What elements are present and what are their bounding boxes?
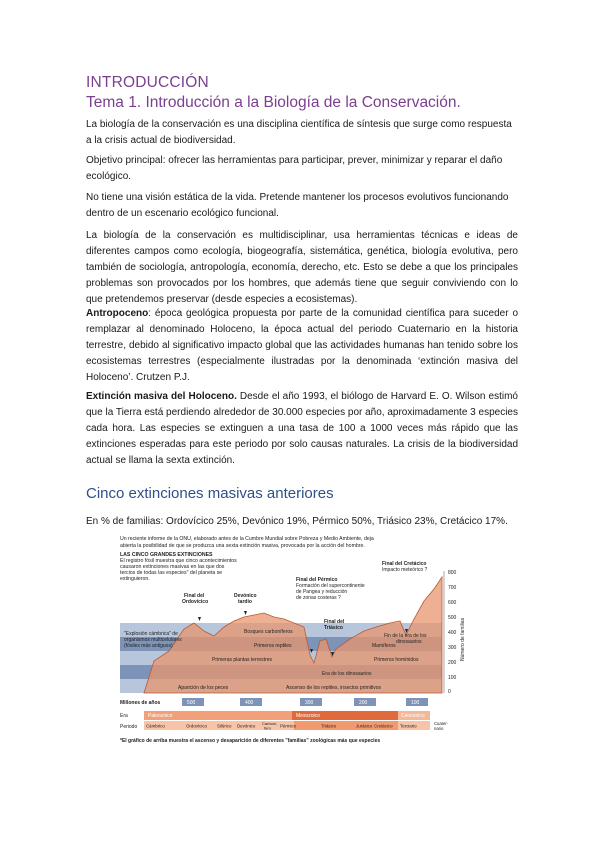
y-axis-label: Número de familias: [460, 617, 466, 661]
period-name: Devónico: [237, 723, 256, 729]
period-name: Ordovícico: [186, 723, 207, 729]
paragraph-vision: No tiene una visión estática de la vida. Pretende mantener los procesos evolutivos funcionando dentro de un escenario ecológico funcional.: [86, 192, 509, 219]
ann-cretacico-1: Final del Cretácico: [382, 561, 427, 567]
y-tick: 200: [448, 660, 457, 666]
period-label: Periodo: [120, 724, 138, 730]
band-reptiles: Primeros reptiles: [254, 643, 292, 649]
period-name: Cuater-: [434, 721, 448, 726]
fig-box-2: causaron extinciones masivas en las que dos: [120, 564, 225, 570]
fig-box-3: tercios de todas las especies" del planeta se: [120, 570, 223, 576]
term-holoceno: Extinción masiva del Holoceno.: [86, 391, 237, 402]
ann-cretacico-2: Impacto meteórico ?: [382, 567, 428, 573]
marker-ordovicico: [198, 617, 201, 621]
ann-dinos-end-2: dinosaurios: [396, 639, 422, 645]
extinctions-figure: [114, 531, 468, 749]
y-tick: 500: [448, 615, 457, 621]
period-name: Cámbrico: [146, 723, 165, 729]
period-name: Silúrico: [217, 723, 232, 729]
timeline-tick: 500: [187, 700, 196, 706]
period-cell: [294, 721, 320, 730]
ann-permico-2: Formación del supercontinente: [296, 583, 365, 589]
paragraph-antropoceno: [86, 306, 518, 386]
band-mamiferos: Mamíferos: [372, 643, 396, 649]
antropoceno-text: : época geológica propuesta por parte de la comunidad científica para suceder o remplazar al denominado Holoceno, la época actual del periodo Cuaternario en la historia terrestre, debido al significativo impacto global que las actividades humanas han tenido sobre los ecosistemas terrestres (especialmente ilustradas por la denominada ‘extinción masiva del Holoceno’. Crutzen P.J.: [86, 308, 518, 383]
period-name: Cretácico: [374, 723, 393, 729]
fig-footnote: *El gráfico de arriba muestra el ascenso y desaparición de diferentes "familias" zoológicas más que especies: [120, 738, 381, 744]
ann-ordovicico-1: Final del: [184, 593, 205, 599]
band-homininos: Primeros homínidos: [374, 657, 419, 663]
era-name: Paleozoico: [148, 713, 173, 719]
ann-devonico-1: Devónico: [234, 593, 257, 599]
timeline-label: Millones de años: [120, 700, 161, 706]
ann-cambrian-2: organismos multicelulares: [124, 637, 182, 643]
paragraph-objective: Objetivo principal: ofrecer las herramientas para participar, prever, minimizar y reparar el daño ecológico.: [86, 155, 503, 182]
timeline-tick: 200: [359, 700, 368, 706]
heading: INTRODUCCIÓN: [86, 74, 209, 91]
y-tick: 400: [448, 630, 457, 636]
y-tick: 0: [448, 689, 451, 695]
fig-box-title: LAS CINCO GRANDES EXTINCIONES: [120, 552, 213, 558]
y-tick: 100: [448, 675, 457, 681]
ann-triasico-2: Triásico: [324, 625, 343, 631]
band-plantas: Primeras plantas terrestres: [212, 657, 273, 663]
era-name: Cenozoico: [401, 713, 425, 719]
section-title: Cinco extinciones masivas anteriores: [86, 485, 334, 502]
ann-permico-3: de Pangea y reducción: [296, 589, 348, 595]
period-name: nario: [434, 726, 444, 731]
y-tick: 800: [448, 570, 457, 576]
marker-devonico: [244, 611, 247, 615]
extinctions-chart: [114, 531, 468, 749]
era-label: Era: [120, 713, 128, 719]
era-name: Mesozoico: [296, 713, 320, 719]
ann-ordovicico-2: Ordovícico: [182, 599, 209, 605]
ann-cambrian-1: "Explosión cámbrica" de: [124, 631, 178, 637]
topic-title: Tema 1. Introducción a la Biología de la Conservación.: [86, 94, 461, 111]
period-name: Carboní-: [262, 721, 278, 726]
y-tick: 600: [448, 600, 457, 606]
timeline-tick: 400: [245, 700, 254, 706]
fig-intro-2: abierta la posibilidad de que se produzca una sexta extinción masiva, provocada por la acción del hombre.: [120, 543, 365, 549]
band-bosques: Bosques carboníferos: [244, 629, 293, 635]
paragraph-holoceno: [86, 389, 518, 469]
y-tick: 700: [448, 585, 457, 591]
families-line: En % de familias: Ordovícico 25%, Devónico 19%, Pérmico 50%, Triásico 23%, Cretácico 17%.: [86, 516, 508, 527]
band-dinosaurios: Era de los dinosaurios: [322, 671, 372, 677]
ann-triasico-1: Final del: [324, 619, 345, 625]
holoceno-text: Desde el año 1993, el biólogo de Harvard E. O. Wilson estimó que la Tierra está perdiendo alrededor de 30.000 especies por año, aproximadamente 3 especies cada hora. Las especies se extinguen a una tasa de 100 a 1000 veces más rápido que las extinciones esperadas para este periodo por solo causas naturales. La crisis de la biodiversidad actual se llama la sexta extinción.: [86, 391, 518, 466]
period-name: Terciario: [400, 723, 417, 729]
fig-box-4: extinguieron.: [120, 576, 150, 582]
paragraph-definition: La biología de la conservación es una disciplina científica de síntesis que surge como respuesta a la crisis actual de biodiversidad.: [86, 119, 512, 146]
timeline-tick: 100: [411, 700, 420, 706]
period-name: Jurásico: [356, 723, 373, 729]
period-name: fero: [264, 725, 271, 731]
period-name: Pérmico: [280, 723, 297, 729]
fig-intro-1: Un reciente informe de la ONU, elaborado antes de la Cumbre Mundial sobre Pobreza y Medio Ambiente, deja: [120, 536, 374, 542]
band-peces: Aparición de los peces: [178, 685, 229, 691]
timeline-tick: 300: [305, 700, 314, 706]
term-antropoceno: Antropoceno: [86, 308, 149, 319]
fig-box-1: El registro fósil muestra que cinco acontecimientos: [120, 558, 237, 564]
paragraph-multidisciplinary: La biología de la conservación es multidisciplinar, usa herramientas técnicas e ideas de diferentes campos como ecología, biogeografía, sistemática, genética, biología evolutiva, pero también de sociología, antropología, economía, derecho, etc. Esto se debe a que los principales problemas son provocados por los hombres, que además tiene que seguir conviviendo con lo que pretendemos preservar (desde especies a ecosistemas).: [86, 230, 518, 305]
ann-permico-4: de zonas costeras ?: [296, 595, 341, 601]
y-tick: 300: [448, 645, 457, 651]
ann-permico-1: Final del Pérmico: [296, 577, 338, 583]
ann-devonico-2: tardío: [238, 599, 252, 605]
period-name: Triásico: [321, 723, 337, 729]
ann-cambrian-3: (fósiles más antiguos): [124, 643, 173, 649]
ann-dinos-end-1: Fin de la era de los: [384, 633, 427, 639]
band-ascenso: Ascenso de los reptiles, insectos primitivos: [286, 685, 382, 691]
